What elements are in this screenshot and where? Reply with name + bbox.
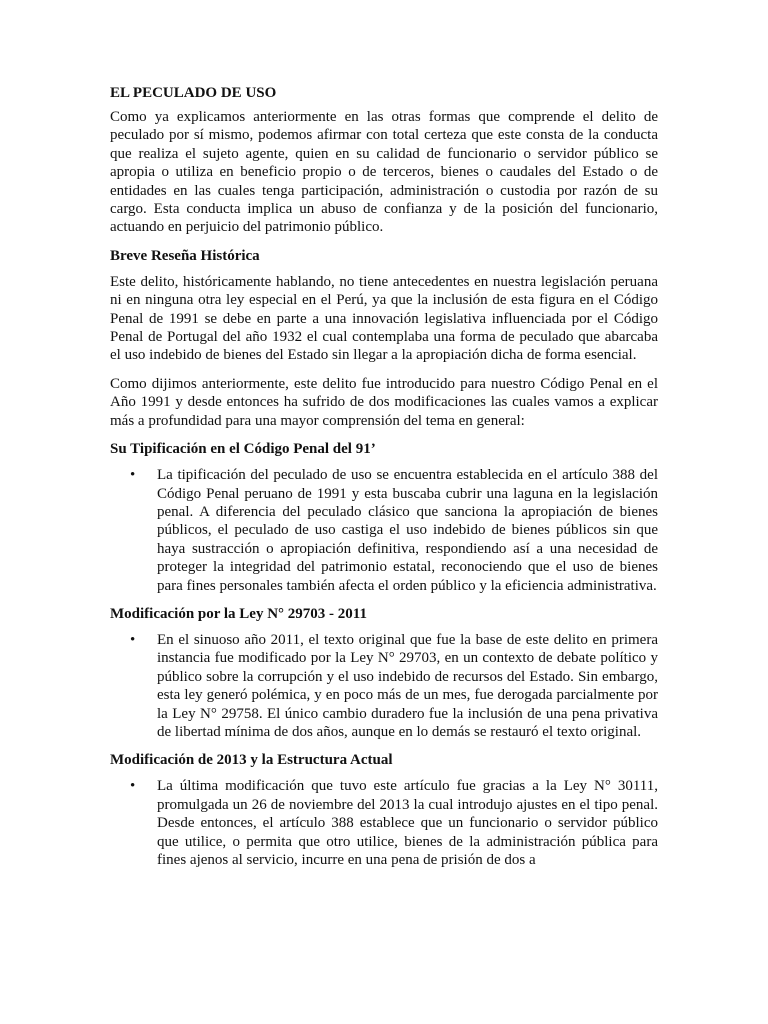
list-item [110, 466, 658, 595]
bullet-icon: • [130, 631, 136, 648]
list-item-text: La última modificación que tuvo este artículo fue gracias a la Ley N° 30111, promulgada un 26 de noviembre del 2013 la cual introdujo ajustes en el tipo penal. Desde entonces, el artículo 388 establece que un funcionario o servidor público que utilice, o permita que otro utilice, bienes de la administración pública para fines ajenos al servicio, incurre en una pena de prisión de dos a [157, 778, 658, 868]
section-heading-tipificacion: Su Tipificación en el Código Penal del 91’ [110, 441, 376, 458]
list-item [110, 631, 658, 741]
bullet-list [110, 466, 658, 595]
history-paragraph-2: Como dijimos anteriormente, este delito fue introducido para nuestro Código Penal en el Año 1991 y desde entonces ha sufrido de dos modificaciones las cuales vamos a explicar más a profundidad para una mayor comprensión del tema en general: [110, 375, 658, 429]
section-heading-ley-29703: Modificación por la Ley N° 29703 - 2011 [110, 605, 367, 622]
section-heading-history: Breve Reseña Histórica [110, 247, 260, 264]
intro-paragraph: Como ya explicamos anteriormente en las otras formas que comprende el delito de peculado por sí mismo, podemos afirmar con total certeza que este consta de la conducta que realiza el sujeto agente, quien en su calidad de funcionario o servidor público se apropia o utiliza en beneficio propio o de terceros, bienes o caudales del Estado o de entidades en las cuales tenga participación, administración o custodia por razón de su cargo. Esta conducta implica un abuso de confianza y de la posición del funcionario, actuando en perjuicio del patrimonio público. [110, 109, 658, 236]
bullet-list [110, 631, 658, 741]
list-item [110, 777, 658, 869]
list-item-text: En el sinuoso año 2011, el texto original que fue la base de este delito en primera instancia fue modificado por la Ley N° 29703, en un contexto de debate político y público sobre la corrupción y el uso indebido de recursos del Estado. Sin embargo, esta ley generó polémica, y en poco más de un mes, fue derogada parcialmente por la Ley N° 29758. El único cambio duradero fue la inclusión de una pena privativa de libertad mínima de dos años, aunque en lo demás se restauró el texto original. [157, 631, 658, 740]
bullet-icon: • [130, 467, 136, 484]
bullet-icon: • [130, 778, 136, 795]
bullet-list [110, 777, 658, 869]
document-title: EL PECULADO DE USO [110, 85, 277, 101]
list-item-text: La tipificación del peculado de uso se encuentra establecida en el artículo 388 del Código Penal peruano de 1991 y esta buscaba cubrir una laguna en la legislación penal. A diferencia del peculado clásico que sanciona la apropiación de bienes públicos, el peculado de uso castiga el uso indebido de bienes públicos sin que haya sustracción o apropiación definitiva, respondiendo así a una necesidad de proteger la integridad del patrimonio estatal, reconociendo que el uso de bienes para fines personales también afecta el orden público y la eficiencia administrativa. [157, 467, 658, 594]
history-paragraph-1: Este delito, históricamente hablando, no tiene antecedentes en nuestra legislación peruana ni en ninguna otra ley especial en el Perú, ya que la inclusión de esta figura en el Código Penal de 1991 se debe en parte a una innovación legislativa influenciada por el Código Penal de Portugal del año 1932 el cual contemplaba una forma de peculado que abarcaba el uso indebido de bienes del Estado sin llegar a la apropiación dicha de forma esencial. [110, 273, 658, 364]
section-heading-2013: Modificación de 2013 y la Estructura Actual [110, 752, 393, 769]
